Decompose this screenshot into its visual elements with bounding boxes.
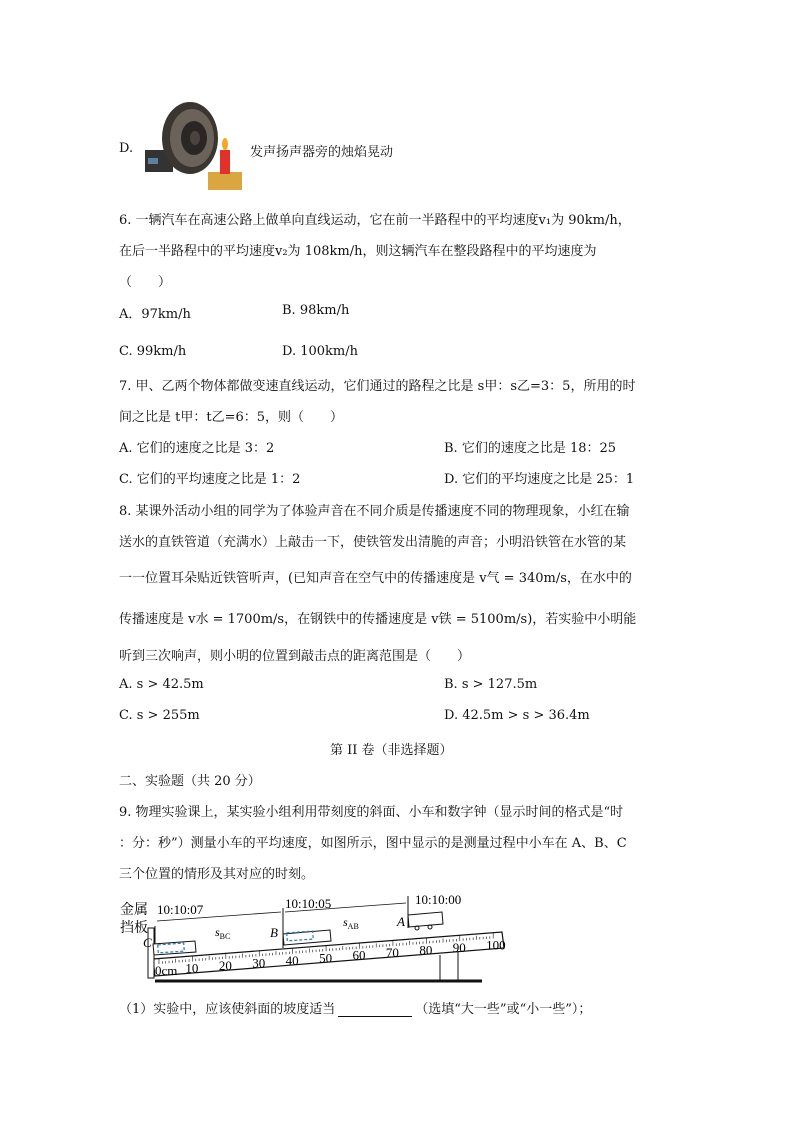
q5-option-d-letter: D. (119, 141, 134, 156)
ruler-label: 80 (419, 942, 433, 958)
cart-at-c (153, 941, 196, 955)
q9-stem-line3: 三个位置的情形及其对应的时刻。 (119, 867, 315, 882)
q5-option-d-text: 发声扬声器旁的烛焰晃动 (250, 145, 394, 160)
q9-sub1-answer-blank[interactable] (338, 1002, 412, 1017)
q9-sub1-prefix: （1）实验中，应该使斜面的坡度适当 (119, 1002, 336, 1017)
baffle-label-2: 挡板 (120, 921, 148, 936)
q8-option-c: C. s > 255m (119, 708, 200, 723)
q6-option-a: A．97km/h (119, 307, 191, 322)
volume-2-title: 第 II 卷（非选择题） (330, 743, 453, 758)
segment-bc-label: $s_{BC}$ (215, 925, 231, 941)
time-a: 10:10:00 (415, 892, 462, 907)
q8-stem-line4: 传播速度是 v水 = 1700m/s，在钢铁中的传播速度是 v铁 = 5100m/s)，若实验中小明能 (119, 612, 637, 627)
ruler-label: 90 (452, 940, 466, 956)
point-b-label: B (270, 925, 278, 940)
q8-stem-line5: 听到三次响声，则小明的位置到敲击点的距离范围是（ ） (119, 649, 471, 664)
q7-option-d: D. 它们的平均速度之比是 25：1 (444, 472, 635, 487)
q7-stem-line2: 间之比是 t甲：t乙=6：5，则（ ） (119, 410, 344, 425)
segment-ab-label: $s_{AB}$ (343, 915, 359, 931)
speaker-candle-illustration (140, 98, 250, 193)
q7-option-b: B. 它们的速度之比是 18：25 (444, 441, 617, 456)
q9-stem-line2: ：分：秒”）测量小车的平均速度，如图所示，图中显示的是测量过程中小车在 A、B、C (119, 836, 627, 851)
q7-option-a: A. 它们的速度之比是 3：2 (119, 441, 275, 456)
q6-stem-line2: 在后一半路程中的平均速度v₂为 108km/h，则这辆汽车在整段路程中的平均速度为 (119, 244, 597, 259)
ruler-label: 60 (352, 947, 366, 963)
incline-experiment-figure (115, 888, 515, 988)
q7-option-c: C. 它们的平均速度之比是 1：2 (119, 472, 301, 487)
q8-stem-line3: 一一位置耳朵贴近铁管听声，(已知声音在空气中的传播速度是 v气 = 340m/s，在水中的 (119, 571, 632, 586)
q6-stem-line1: 6. 一辆汽车在高速公路上做单向直线运动，它在前一半路程中的平均速度v₁为 90km/h， (119, 213, 631, 228)
ruler-label: 70 (385, 945, 399, 961)
ruler-label: 40 (285, 952, 299, 968)
q9-stem-line1: 9. 物理实验课上，某实验小组利用带刻度的斜面、小车和数字钟（显示时间的格式是“时 (119, 805, 624, 820)
cart-at-b (283, 930, 331, 945)
q9-sub1-suffix: （选填“大一些”或“小一些”）； (415, 1002, 592, 1017)
time-c: 10:10:07 (157, 902, 204, 917)
ruler-label: 0cm (155, 963, 178, 978)
q8-option-b: B. s > 127.5m (444, 677, 538, 692)
cart-at-a (408, 912, 443, 927)
ruler-label: 100 (486, 937, 506, 953)
ruler-label: 50 (319, 950, 333, 966)
ruler-label: 20 (218, 957, 232, 973)
ruler-label: 30 (252, 955, 266, 971)
q7-stem-line1: 7. 甲、乙两个物体都做变速直线运动，它们通过的路程之比是 s甲：s乙=3：5，所用的时 (119, 379, 636, 394)
q9-sub1 (119, 998, 591, 1017)
part-2-heading: 二、实验题（共 20 分） (119, 774, 261, 789)
q8-stem-line1: 8. 某课外活动小组的同学为了体验声音在不同介质是传播速度不同的物理现象，小红在输 (119, 504, 630, 519)
q6-option-b: B. 98km/h (282, 303, 350, 318)
point-a-label: A (397, 914, 405, 929)
q6-stem-line3: （ ） (119, 275, 172, 290)
q8-option-d: D. 42.5m > s > 36.4m (444, 708, 590, 723)
point-c-label: C (143, 935, 152, 950)
ruler-label: 10 (185, 960, 199, 976)
time-b: 10:10:05 (285, 896, 332, 911)
q6-option-d: D. 100km/h (282, 344, 358, 359)
baffle-label-1: 金属 (120, 903, 148, 918)
q6-option-c: C. 99km/h (119, 344, 187, 359)
q8-option-a: A. s > 42.5m (119, 677, 204, 692)
q8-stem-line2: 送水的直铁管道（充满水）上敲击一下，使铁管发出清脆的声音；小明沿铁管在水管的某 (119, 535, 627, 550)
